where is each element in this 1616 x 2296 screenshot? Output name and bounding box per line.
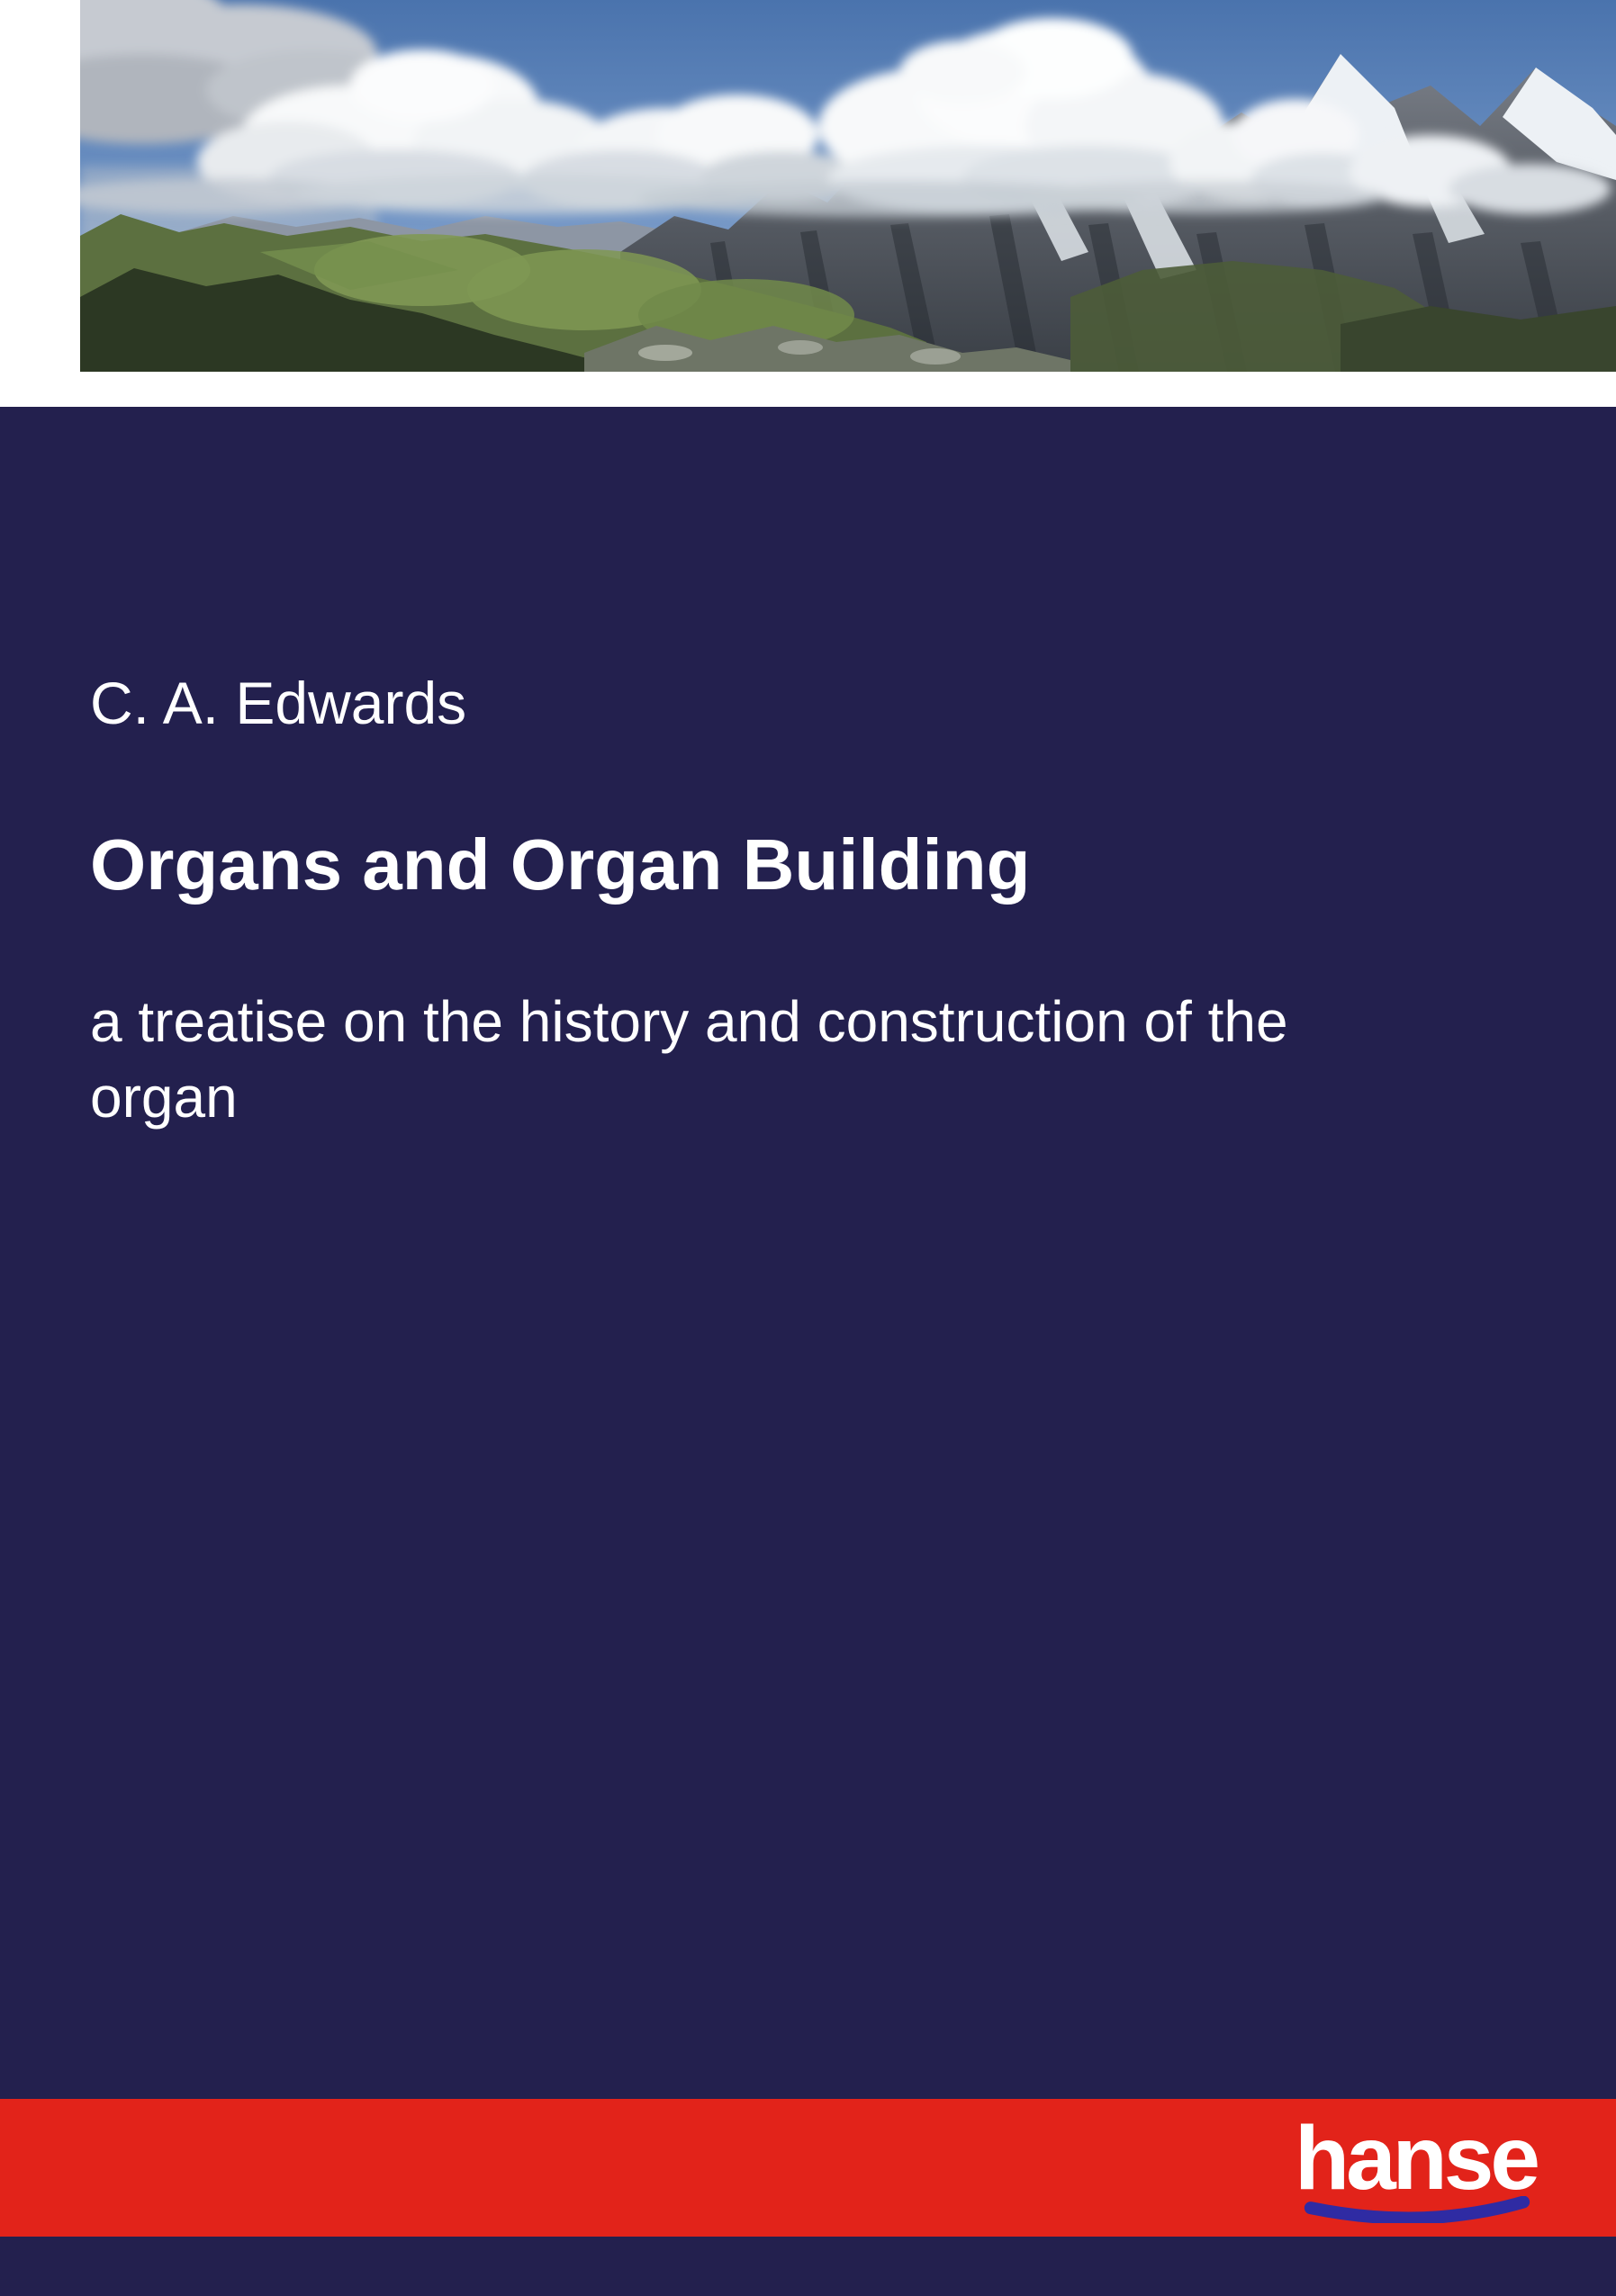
cover-body-panel (0, 407, 1616, 2099)
author-name: C. A. Edwards (90, 670, 467, 736)
hanse-logo (1294, 2108, 1537, 2223)
book-title: Organs and Organ Building (90, 824, 1031, 905)
cover-photo (80, 0, 1616, 372)
footer-strip (0, 2237, 1616, 2296)
book-subtitle (90, 984, 1288, 1135)
subtitle-line-2: organ (90, 1065, 238, 1130)
hanse-logo-text: hanse (1294, 2108, 1537, 2209)
publisher-bar (0, 2099, 1616, 2237)
subtitle-line-1: a treatise on the history and construction of the (90, 989, 1288, 1054)
alpine-mountain-panorama-photo (80, 0, 1616, 372)
